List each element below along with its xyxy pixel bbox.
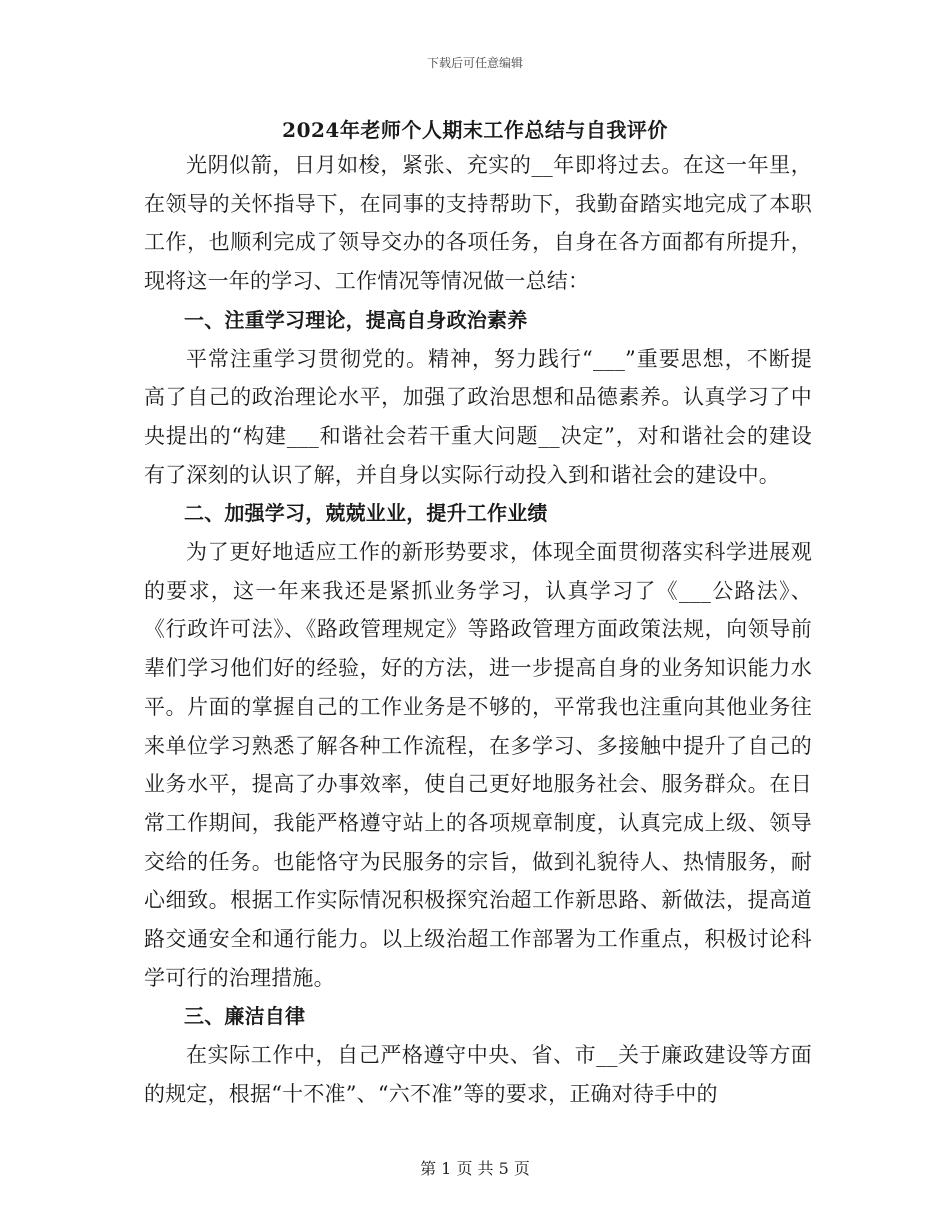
page-header-note: 下载后可任意编辑	[426, 56, 523, 70]
section-body-3: 在实际工作中，自己严格遵守中央、省、市__关于廉政建设等方面的规定，根据“十不准”、“六不准”等的要求，正确对待手中的	[144, 1043, 812, 1106]
intro-paragraph: 光阴似箭，日月如梭，紧张、充实的__年即将过去。在这一年里，在领导的关怀指导下，在同事的支持帮助下，我勤奋踏实地完成了本职工作，也顺利完成了领导交办的各项任务，自身在各方面都有所提升，现将这一年的学习、工作情况等情况做一总结：	[144, 153, 812, 294]
document-body	[144, 146, 812, 1114]
section-heading-2: 二、加强学习，兢兢业业，提升工作业绩	[184, 501, 548, 526]
section-body-2: 为了更好地适应工作的新形势要求，体现全面贯彻落实科学进展观的要求，这一年来我还是紧抓业务学习，认真学习了《___公路法》、《行政许可法》、《路政管理规定》等路政管理方面政策法规，向领导前辈们学习他们好的经验，好的方法，进一步提高自身的业务知识能力水平。片面的掌握自己的工作业务是不够的，平常我也注重向其他业务往来单位学习熟悉了解各种工作流程，在多学习、多接触中提升了自己的业务水平，提高了办事效率，使自己更好地服务社会、服务群众。在日常工作期间，我能严格遵守站上的各项规章制度，认真完成上级、领导交给的任务。也能恪守为民服务的宗旨，做到礼貌待人、热情服务，耐心细致。根据工作实际情况积极探究治超工作新思路、新做法，提高道路交通安全和通行能力。以上级治超工作部署为工作重点，积极讨论科学可行的治理措施。	[144, 540, 812, 990]
section-heading-1: 一、注重学习理论，提高自身政治素养	[184, 307, 528, 332]
section-body-1: 平常注重学习贯彻党的。精神，努力践行“___”重要思想，不断提高了自己的政治理论水平，加强了政治思想和品德素养。认真学习了中央提出的“构建___和谐社会若干重大问题__决定”，对和谐社会的建设有了深刻的认识了解，并自身以实际行动投入到和谐社会的建设中。	[144, 346, 812, 487]
document-title: 2024年老师个人期末工作总结与自我评价	[282, 118, 668, 142]
section-heading-3: 三、廉洁自律	[184, 1004, 306, 1029]
page-number: 第 1 页 共 5 页	[420, 1159, 530, 1178]
